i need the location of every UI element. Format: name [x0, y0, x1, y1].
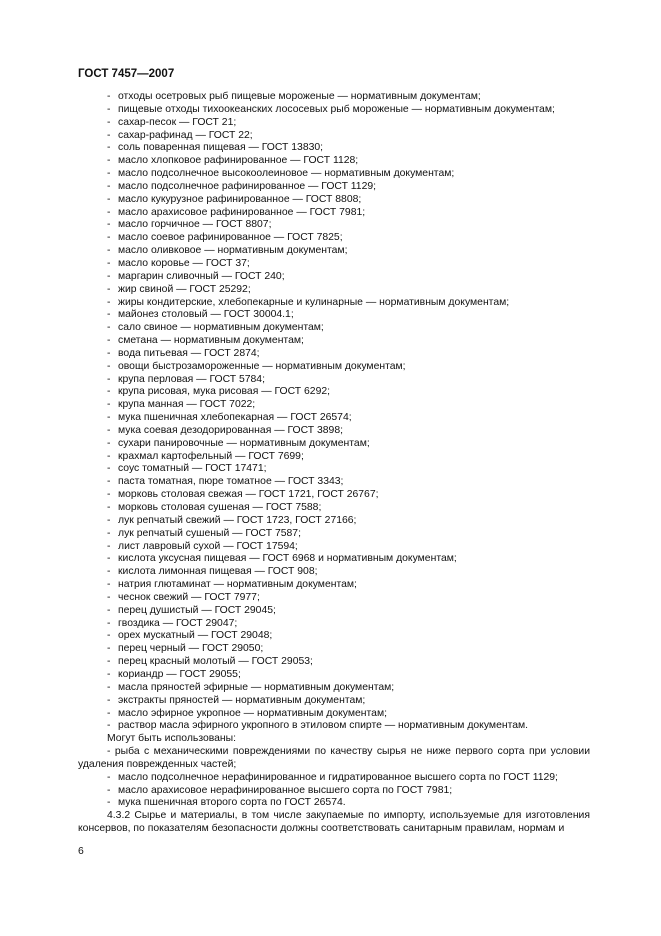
- list-item: - отходы осетровых рыб пищевые мороженые — нормативным документам;: [107, 91, 481, 102]
- list-item: - масло оливковое — нормативным документам;: [107, 245, 348, 257]
- list-item: - маргарин сливочный — ГОСТ 240;: [107, 270, 285, 282]
- list-item: - мука пшеничная второго сорта по ГОСТ 26574.: [107, 797, 346, 809]
- list-item: - чеснок свежий — ГОСТ 7977;: [107, 591, 260, 603]
- list-item: - раствор масла эфирного укропного в этиловом спирте — нормативным документам.: [107, 720, 529, 732]
- list-item: - масло коровье — ГОСТ 37;: [107, 257, 250, 269]
- list-item: - масло подсолнечное нерафинированное и гидратированное высшего сорта по ГОСТ 1129;: [107, 771, 558, 783]
- list-item: - жиры кондитерские, хлебопекарные и кулинарные — нормативным документам;: [107, 296, 510, 308]
- list-item: - лук репчатый свежий — ГОСТ 1723, ГОСТ 27166;: [107, 514, 357, 526]
- list-item: - соль поваренная пищевая — ГОСТ 13830;: [107, 142, 324, 154]
- ingredient-list: [78, 91, 590, 733]
- list-item: - гвоздика — ГОСТ 29047;: [107, 617, 238, 629]
- list-item: - лук репчатый сушеный — ГОСТ 7587;: [107, 527, 301, 539]
- list-item: - крупа рисовая, мука рисовая — ГОСТ 6292;: [107, 386, 331, 398]
- list-item: - сметана — нормативным документам;: [107, 335, 304, 347]
- list-item: - сало свиное — нормативным документам;: [107, 322, 324, 334]
- section-4-3-2: 4.3.2 Сырье и материалы, в том числе закупаемые по импорту, используемые для изготовления консервов, по показателям безопасности должны соответствовать санитарным правилам, нормам и: [78, 810, 590, 835]
- list-item: - мука соевая дезодорированная — ГОСТ 3898;: [107, 424, 344, 436]
- document-header: ГОСТ 7457—2007: [78, 68, 175, 80]
- list-item: - орех мускатный — ГОСТ 29048;: [107, 630, 273, 642]
- list-item: - масло соевое рафинированное — ГОСТ 7825;: [107, 232, 343, 244]
- list-item-damaged-fish: - рыба с механическими повреждениями по качеству сырья не ниже первого сорта при условии удаления поврежденных частей;: [78, 746, 590, 770]
- list-item: - натрия глютаминат — нормативным документам;: [107, 579, 357, 591]
- list-item: - лист лавровый сухой — ГОСТ 17594;: [107, 540, 298, 552]
- list-item: - сахар-песок — ГОСТ 21;: [107, 116, 237, 128]
- list-item: - жир свиной — ГОСТ 25292;: [107, 283, 251, 295]
- list-item: - крахмал картофельный — ГОСТ 7699;: [107, 450, 304, 462]
- document-body: [78, 91, 590, 836]
- list-item: - масло подсолнечное рафинированное — ГОСТ 1129;: [107, 180, 377, 192]
- list-item: - кориандр — ГОСТ 29055;: [107, 668, 241, 680]
- list-item: - экстракты пряностей — нормативным документам;: [107, 694, 366, 706]
- list-item: - сухари панировочные — нормативным документам;: [107, 437, 370, 449]
- list-item: - перец душистый — ГОСТ 29045;: [107, 604, 276, 616]
- list-item: - масло арахисовое нерафинированное высшего сорта по ГОСТ 7981;: [107, 784, 453, 796]
- list-item: - масло арахисовое рафинированное — ГОСТ 7981;: [107, 206, 366, 218]
- list-item: - майонез столовый — ГОСТ 30004.1;: [107, 309, 294, 321]
- list-item: - кислота уксусная пищевая — ГОСТ 6968 и нормативным документам;: [107, 553, 457, 565]
- list-item: - мука пшеничная хлебопекарная — ГОСТ 26574;: [107, 412, 352, 424]
- list-item: - паста томатная, пюре томатное — ГОСТ 3343;: [107, 476, 344, 488]
- list-item: - масло горчичное — ГОСТ 8807;: [107, 219, 272, 231]
- list-item: - крупа манная — ГОСТ 7022;: [107, 399, 256, 411]
- list-item: - морковь столовая сушеная — ГОСТ 7588;: [107, 502, 322, 513]
- list-item: - перец красный молотый — ГОСТ 29053;: [107, 656, 313, 668]
- list-item: - масла пряностей эфирные — нормативным документам;: [107, 681, 395, 693]
- list-item: - сахар-рафинад — ГОСТ 22;: [107, 129, 253, 141]
- list-item: - кислота лимонная пищевая — ГОСТ 908;: [107, 566, 318, 578]
- list-item: - масло кукурузное рафинированное — ГОСТ 8808;: [107, 193, 362, 205]
- allowed-substitutes-list: [78, 772, 590, 811]
- list-item: - морковь столовая свежая — ГОСТ 1721, ГОСТ 26767;: [107, 489, 379, 501]
- list-item: - овощи быстрозамороженные — нормативным документам;: [107, 360, 406, 372]
- list-item: - вода питьевая — ГОСТ 2874;: [107, 347, 260, 359]
- page-number: 6: [78, 846, 84, 857]
- list-item: - перец черный — ГОСТ 29050;: [107, 643, 264, 655]
- list-item: - пищевые отходы тихоокеанских лососевых рыб мороженые — нормативным документам;: [107, 103, 555, 115]
- list-item: - масло эфирное укропное — нормативным документам;: [107, 707, 387, 719]
- list-item: - масло хлопковое рафинированное — ГОСТ 1128;: [107, 155, 359, 167]
- list-item: - масло подсолнечное высокоолеиновое — нормативным документам;: [107, 168, 455, 180]
- list-item: - крупа перловая — ГОСТ 5784;: [107, 373, 265, 385]
- list-item: - соус томатный — ГОСТ 17471;: [107, 463, 267, 475]
- may-be-used-label: Могут быть использованы:: [107, 733, 237, 745]
